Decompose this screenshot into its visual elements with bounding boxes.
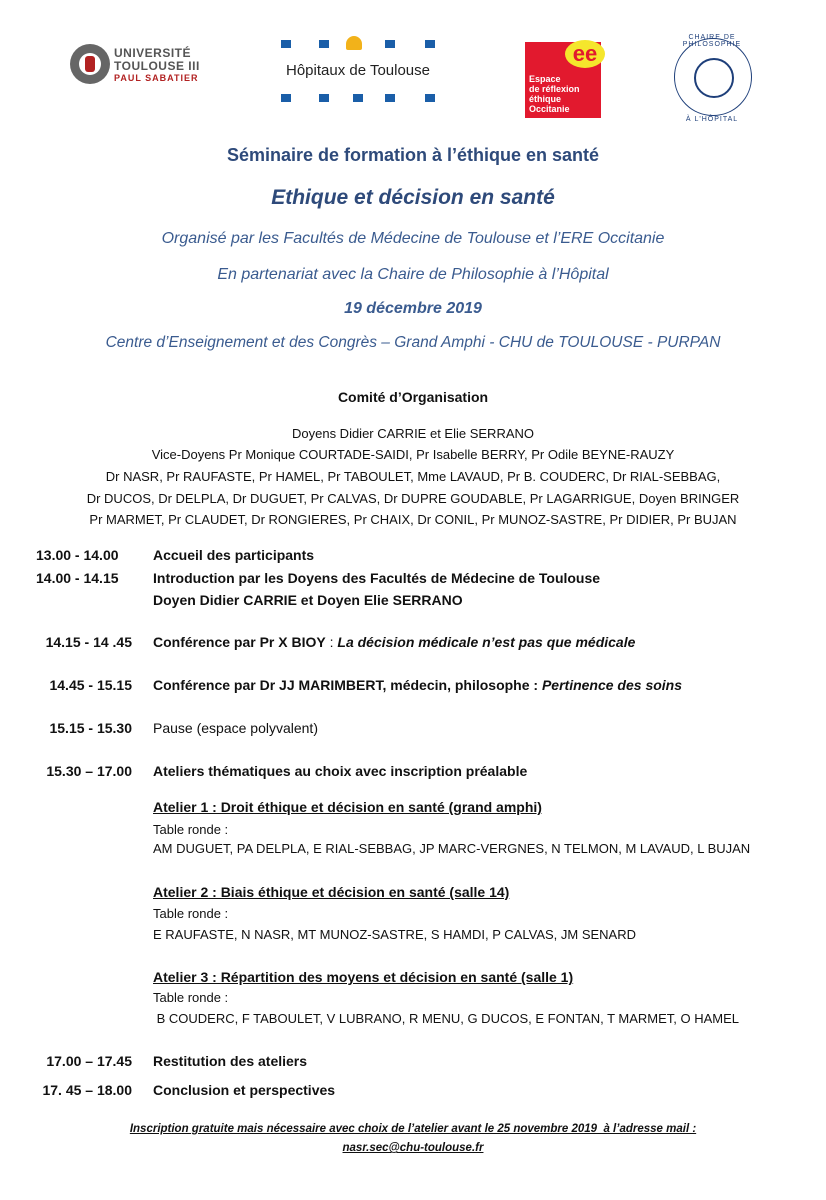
program-time: 14.00 - 14.15 (36, 570, 119, 586)
atelier-label: Table ronde : (153, 990, 229, 1005)
ere-line2: de réflexion (529, 84, 580, 94)
chaire-top-text: CHAIRE DE PHILOSOPHIE (682, 34, 742, 48)
program-time: 15.30 – 17.00 (46, 763, 132, 779)
hopitaux-logo (273, 38, 443, 106)
chaire-bottom-text: À L'HÔPITAL (685, 116, 739, 123)
chaire-emblem-icon (694, 58, 734, 98)
committee-line: Vice-Doyens Pr Monique COURTADE-SAIDI, Pr Isabelle BERRY, Pr Odile BEYNE-RAUZY (151, 447, 675, 462)
program-desc: Conférence par Pr X BIOY (153, 634, 326, 650)
ut3-line2: TOULOUSE III (114, 59, 200, 73)
program-time: 15.15 - 15.30 (49, 720, 132, 736)
ere-logo (525, 42, 601, 118)
logo-bar (0, 30, 826, 130)
seminar-title: Séminaire de formation à l’éthique en santé (226, 145, 600, 165)
ere-mark-icon: ee (565, 40, 605, 68)
ere-line4: Occitanie (529, 104, 570, 114)
program-time: 17.00 – 17.45 (46, 1053, 132, 1069)
program-time: 13.00 - 14.00 (36, 547, 119, 563)
ut3-line3: PAUL SABATIER (114, 73, 199, 83)
ut3-emblem-icon (70, 44, 110, 84)
committee-title: Comité d’Organisation (337, 389, 489, 405)
committee-line: Pr MARMET, Pr CLAUDET, Dr RONGIERES, Pr CHAIX, Dr CONIL, Pr MUNOZ-SASTRE, Pr DIDIER, Pr BUJAN (89, 512, 737, 527)
ere-line1: Espace (529, 74, 561, 84)
program-desc: Introduction par les Doyens des Facultés de Médecine de Toulouse (153, 570, 601, 586)
atelier-label: Table ronde : (153, 822, 229, 837)
program-time: 17. 45 – 18.00 (42, 1082, 132, 1098)
ut3-line1: UNIVERSITÉ (114, 46, 192, 60)
hopitaux-name: Hôpitaux de Toulouse (286, 62, 430, 79)
chaire-logo (666, 34, 758, 123)
committee-line: Doyens Didier CARRIE et Elie SERRANO (291, 426, 535, 441)
program-time: 14.15 - 14 .45 (45, 634, 132, 650)
event-date: 19 décembre 2019 (344, 300, 482, 317)
registration-note: Inscription gratuite mais nécessaire avec choix de l’atelier avant le 25 novembre 2019 à l’adresse mail : (129, 1123, 697, 1135)
committee-line: Dr NASR, Pr RAUFASTE, Pr HAMEL, Pr TABOULET, Mme LAVAUD, Pr B. COUDERC, Dr RIAL-SEBBAG, (105, 469, 721, 484)
program-desc: Conférence par Dr JJ MARIMBERT, médecin, philosophe : (153, 677, 542, 693)
program-topic: La décision médicale n’est pas que médicale (337, 634, 636, 650)
program-desc: Ateliers thématiques au choix avec inscription préalable (153, 763, 528, 779)
committee-line: Dr DUCOS, Dr DELPLA, Dr DUGUET, Pr CALVAS, Dr DUPRE GOUDABLE, Pr LAGARRIGUE, Doyen BRINGER (86, 491, 740, 506)
program-desc: Doyen Didier CARRIE et Doyen Elie SERRANO (153, 592, 463, 608)
ut3-logo (70, 44, 205, 90)
program-desc: Accueil des participants (153, 547, 315, 563)
atelier-members: AM DUGUET, PA DELPLA, E RIAL-SEBBAG, JP MARC-VERGNES, N TELMON, M LAVAUD, L BUJAN (153, 841, 751, 856)
program-sep: : (325, 634, 338, 650)
atelier-title: Atelier 2 : Biais éthique et décision en santé (salle 14) (153, 884, 510, 900)
program-desc: Conclusion et perspectives (153, 1082, 336, 1098)
shell-icon (346, 36, 362, 50)
atelier-label: Table ronde : (153, 906, 229, 921)
atelier-members: E RAUFASTE, N NASR, MT MUNOZ-SASTRE, S HAMDI, P CALVAS, JM SENARD (153, 927, 636, 942)
atelier-title: Atelier 3 : Répartition des moyens et décision en santé (salle 1) (153, 969, 574, 985)
atelier-members: B COUDERC, F TABOULET, V LUBRANO, R MENU, G DUCOS, E FONTAN, T MARMET, O HAMEL (153, 1011, 740, 1026)
partnership: En partenariat avec la Chaire de Philosophie à l’Hôpital (217, 266, 609, 283)
program-desc: Restitution des ateliers (153, 1053, 308, 1069)
ere-line3: éthique (529, 94, 562, 104)
venue: Centre d’Enseignement et des Congrès – Grand Amphi - CHU de TOULOUSE - PURPAN (105, 334, 721, 351)
program-desc: Pause (espace polyvalent) (153, 720, 318, 736)
contact-email-link[interactable]: nasr.sec@chu-toulouse.fr (342, 1142, 484, 1154)
main-title: Ethique et décision en santé (271, 186, 555, 209)
program-time: 14.45 - 15.15 (49, 677, 132, 693)
program-topic: Pertinence des soins (541, 677, 683, 693)
organized-by: Organisé par les Facultés de Médecine de Toulouse et l’ERE Occitanie (161, 230, 665, 247)
atelier-title: Atelier 1 : Droit éthique et décision en santé (grand amphi) (153, 799, 542, 815)
